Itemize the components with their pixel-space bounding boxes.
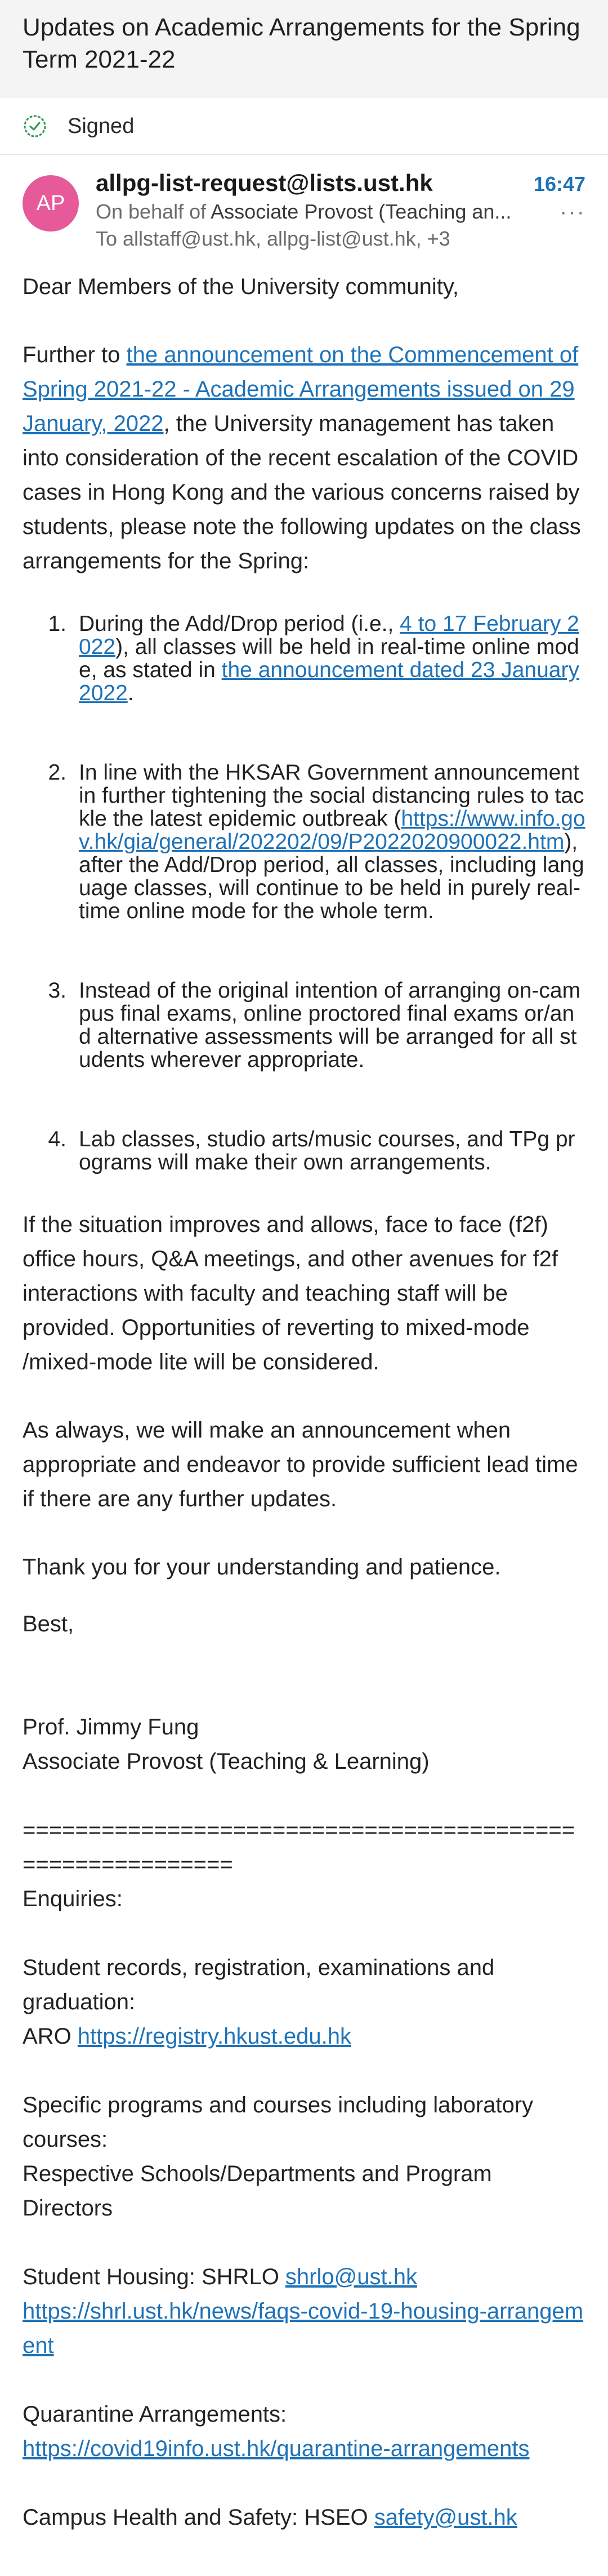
quarantine-contact: [23, 2397, 585, 2466]
list-item: [23, 1128, 585, 1174]
housing-link-line: [23, 2294, 585, 2363]
student-records-label: Student records, registration, examinations and graduation:: [23, 1955, 495, 2014]
recipients-line[interactable]: To allstaff@ust.hk, allpg-list@ust.hk, +3: [96, 227, 450, 250]
list-item-text: Lab classes, studio arts/music courses, and TPg programs will make their own arrangements.: [79, 1127, 575, 1174]
programs-contact-text: Respective Schools/Departments and Program Directors: [23, 2161, 492, 2221]
aro-line: [23, 2019, 585, 2054]
closing: Best,: [23, 1612, 74, 1636]
hseo-email-link[interactable]: safety@ust.hk: [374, 2505, 517, 2530]
on-behalf-line: [96, 200, 511, 224]
updates-list: [23, 612, 585, 1174]
quarantine-link-line: [23, 2432, 585, 2466]
list-item-text: [79, 612, 585, 705]
announcement-paragraph: As always, we will make an announcement when appropriate and endeavor to provide sufficient lead time if there are any further updates.: [23, 1418, 578, 1511]
list-item-text: Instead of the original intention of arranging on-campus final exams, online proctored final exams or/and alternative assessments will be arranged for all students wherever appropriate.: [79, 978, 581, 1072]
check-circle-icon: [23, 114, 47, 139]
item2-prefix: In line with the HKSAR Government announcement in further tightening the social distancing rules to tackle the latest epidemic outbreak (: [79, 760, 584, 831]
intro-prefix: Further to: [23, 342, 127, 367]
item1-prefix: During the Add/Drop period (i.e.,: [79, 612, 400, 636]
sender-header: [0, 155, 608, 256]
list-item: [23, 612, 585, 705]
item1-middle: ), all classes will be held in real-time online mode, as stated in: [79, 635, 579, 682]
list-item: [23, 761, 585, 923]
enquiries-section: [23, 1813, 585, 1916]
commencement-announcement-link[interactable]: the announcement on the Commencement of Spring 2021-22 - Academic Arrangements issued on 29 January, 2022: [23, 342, 579, 436]
list-item: [23, 979, 585, 1071]
health-contact: [23, 2501, 585, 2535]
intro-paragraph: [23, 338, 585, 579]
greeting: Dear Members of the University community,: [23, 274, 459, 299]
behalf-name: Associate Provost (Teaching an...: [211, 200, 512, 223]
email-body: [0, 256, 608, 2535]
subject-bar: [0, 0, 608, 98]
intro-suffix: , the University management has taken into consideration of the recent escalation of the COVID cases in Hong Kong and the various concerns raised by students, please note the following updates on the class arrangements for the Spring:: [23, 411, 581, 573]
housing-contact: [23, 2260, 585, 2363]
signer-name: Prof. Jimmy Fung: [23, 1715, 199, 1739]
student-records-contact: [23, 1951, 585, 2054]
thanks-paragraph: Thank you for your understanding and patience.: [23, 1555, 501, 1580]
avatar[interactable]: AP: [23, 175, 79, 232]
announcement-23-jan-link[interactable]: the announcement dated 23 January 2022: [79, 658, 579, 705]
health-prefix: Campus Health and Safety: HSEO: [23, 2505, 374, 2530]
email-subject: Updates on Academic Arrangements for the Spring Term 2021-22: [23, 14, 580, 73]
list-number: 4.: [48, 1127, 66, 1151]
separator-line: ==========================================================: [23, 1818, 575, 1877]
signer-title: Associate Provost (Teaching & Learning): [23, 1749, 430, 1774]
sender-info: [96, 170, 585, 256]
sender-email[interactable]: allpg-list-request@lists.ust.hk: [96, 170, 433, 196]
quarantine-label: Quarantine Arrangements:: [23, 2402, 287, 2427]
list-number: 3.: [48, 978, 66, 1003]
housing-faq-link[interactable]: https://shrl.ust.hk/news/faqs-covid-19-housing-arrangement: [23, 2299, 584, 2358]
signed-row[interactable]: [0, 98, 608, 155]
housing-prefix: Student Housing: SHRLO: [23, 2264, 285, 2289]
sent-time: 16:47: [533, 172, 585, 195]
signature: [23, 1710, 585, 1779]
item2-suffix: ), after the Add/Drop period, all classes, including language classes, will continue to be held in purely real-time online mode for the whole term.: [79, 830, 584, 923]
registry-link[interactable]: https://registry.hkust.edu.hk: [77, 2024, 351, 2049]
add-drop-dates-link[interactable]: 4 to 17 February 2022: [79, 612, 579, 659]
housing-line: [23, 2260, 585, 2294]
signed-label: Signed: [68, 114, 135, 138]
f2f-paragraph: If the situation improves and allows, face to face (f2f) office hours, Q&A meetings, and other avenues for f2f interactions with faculty and teaching staff will be provided. Opportunities of reverting to mixed-mode /mixed-mode lite will be considered.: [23, 1212, 558, 1374]
enquiries-heading: Enquiries:: [23, 1887, 123, 1911]
aro-prefix: ARO: [23, 2024, 78, 2049]
list-item-text: [79, 761, 585, 923]
shrlo-email-link[interactable]: shrlo@ust.hk: [285, 2264, 417, 2289]
list-number: 2.: [48, 760, 66, 785]
gov-announcement-link[interactable]: https://www.info.gov.hk/gia/general/202202/09/P2022020900022.htm: [79, 807, 585, 854]
programs-label: Specific programs and courses including laboratory courses:: [23, 2093, 534, 2152]
list-number: 1.: [48, 612, 66, 636]
quarantine-link[interactable]: https://covid19info.ust.hk/quarantine-arrangements: [23, 2436, 530, 2461]
more-horizontal-icon[interactable]: ···: [560, 199, 585, 224]
item1-suffix: .: [127, 681, 134, 705]
programs-contact: [23, 2088, 585, 2226]
behalf-prefix: On behalf of: [96, 200, 207, 223]
